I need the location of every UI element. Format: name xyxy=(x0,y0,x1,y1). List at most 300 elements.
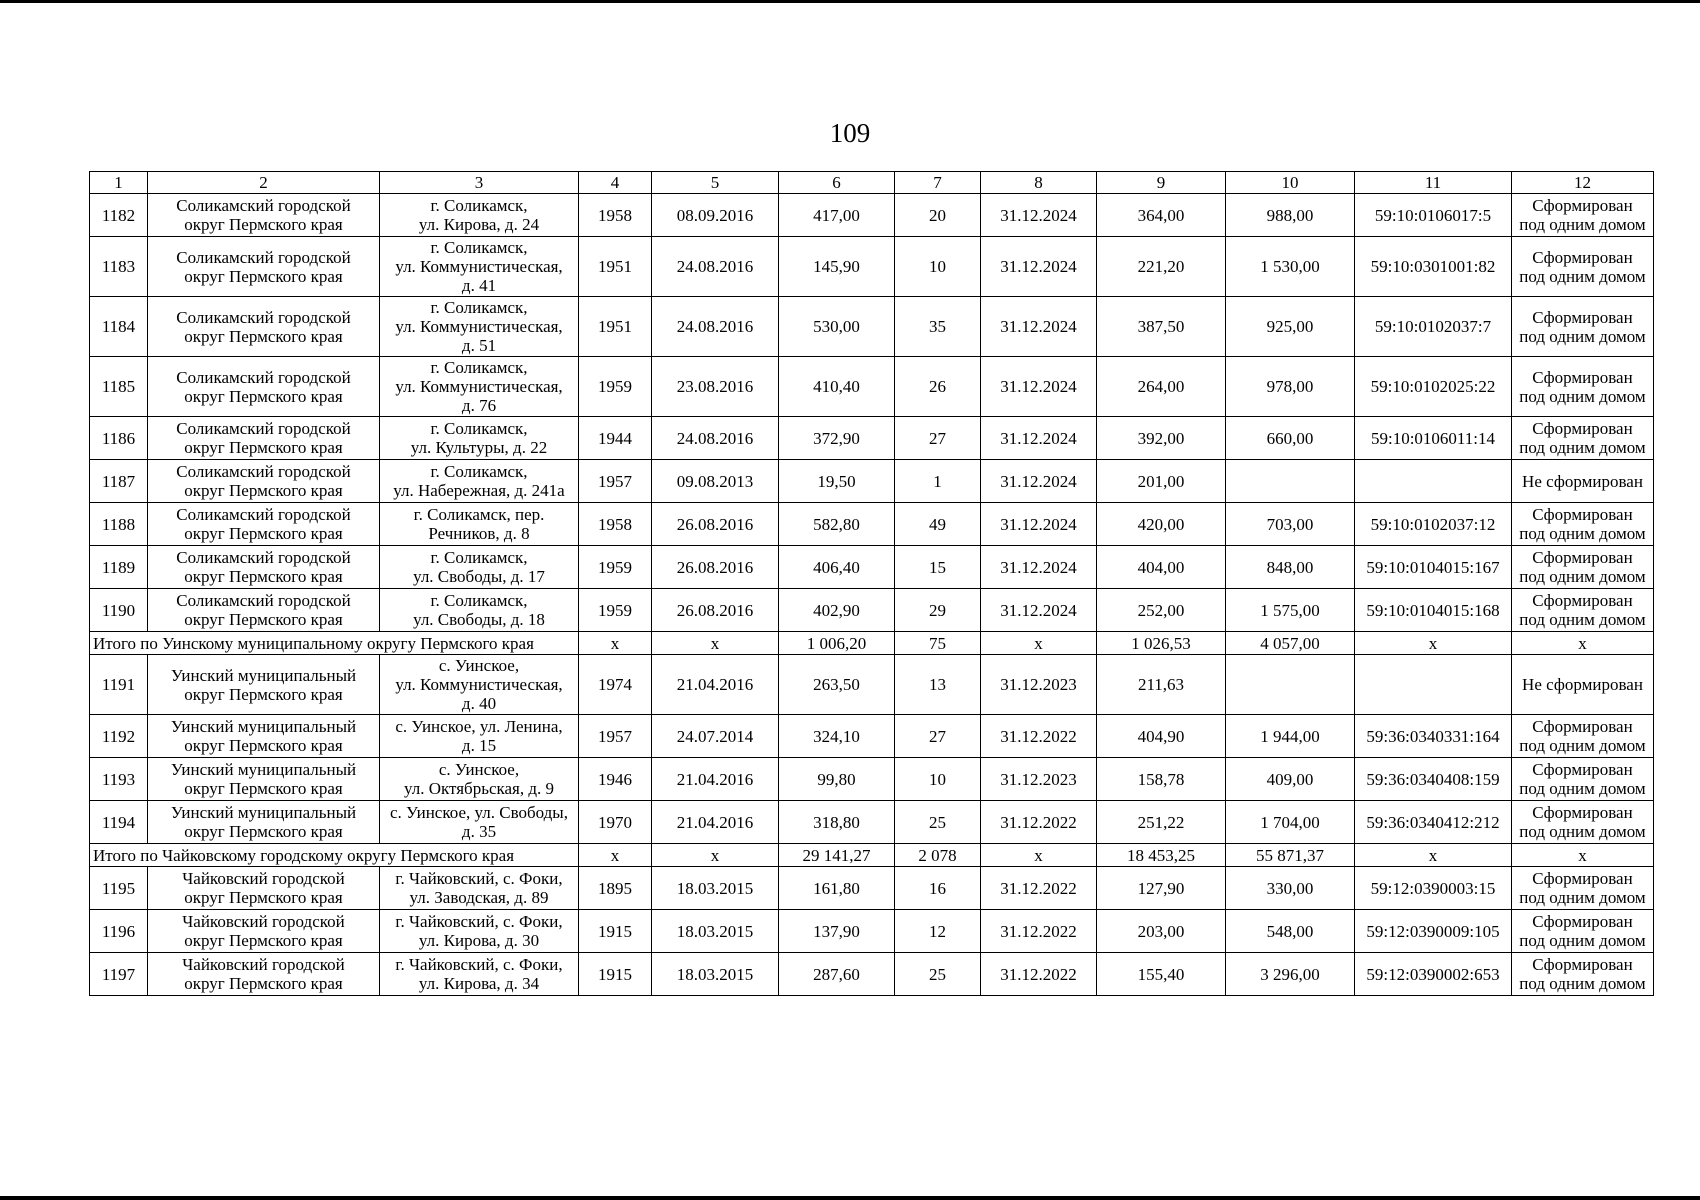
land-plot-area-cell: 252,00 xyxy=(1097,589,1226,632)
address-line: г. Соликамск, xyxy=(430,298,528,317)
emergency-date-cell: 24.07.2014 xyxy=(652,715,779,758)
cadastral-number-cell: 59:12:0390002:653 xyxy=(1355,953,1512,996)
land-plot-area-cell: 127,90 xyxy=(1097,867,1226,910)
address-cell xyxy=(380,417,579,460)
cadastral-area-cell: 330,00 xyxy=(1226,867,1355,910)
municipality-cell xyxy=(148,417,380,460)
cadastral-number-cell: 59:36:0340408:159 xyxy=(1355,758,1512,801)
subtotal-cell: 75 xyxy=(895,632,981,655)
residents-cell: 27 xyxy=(895,715,981,758)
land-status-cell xyxy=(1512,589,1654,632)
municipality-line: округ Пермского края xyxy=(184,684,343,704)
land-status-line: Сформирован xyxy=(1532,803,1633,822)
cadastral-number-cell: 59:36:0340331:164 xyxy=(1355,715,1512,758)
col-header: 1 xyxy=(90,172,148,194)
address-cell xyxy=(380,801,579,844)
area-cell: 372,90 xyxy=(779,417,895,460)
emergency-date-cell: 18.03.2015 xyxy=(652,953,779,996)
municipality-line: округ Пермского края xyxy=(184,974,343,993)
land-status-line: Сформирован xyxy=(1532,760,1633,779)
address-cell xyxy=(380,758,579,801)
subtotal-cell: x xyxy=(1512,632,1654,655)
land-status-line: Сформирован xyxy=(1532,196,1633,215)
municipality-cell xyxy=(148,910,380,953)
cadastral-area-cell: 1 944,00 xyxy=(1226,715,1355,758)
relocation-deadline-cell: 31.12.2022 xyxy=(981,953,1097,996)
cadastral-number-cell: 59:10:0102025:22 xyxy=(1355,357,1512,417)
relocation-deadline-cell: 31.12.2024 xyxy=(981,460,1097,503)
address-cell xyxy=(380,546,579,589)
build-year-cell: 1951 xyxy=(579,237,652,297)
residents-cell: 10 xyxy=(895,758,981,801)
relocation-deadline-cell: 31.12.2024 xyxy=(981,417,1097,460)
land-plot-area-cell: 251,22 xyxy=(1097,801,1226,844)
land-status-line: Сформирован xyxy=(1532,419,1633,438)
municipality-cell xyxy=(148,546,380,589)
column-number-row xyxy=(90,172,1654,194)
municipality-line: округ Пермского края xyxy=(184,822,343,841)
municipality-cell xyxy=(148,589,380,632)
build-year-cell: 1958 xyxy=(579,503,652,546)
row-number-cell: 1184 xyxy=(90,297,148,357)
land-status-line: под одним домом xyxy=(1519,567,1646,586)
residents-cell: 13 xyxy=(895,655,981,715)
subtotal-row xyxy=(90,632,1654,655)
land-status-line: Сформирован xyxy=(1532,505,1633,524)
land-status-cell xyxy=(1512,503,1654,546)
col-header: 5 xyxy=(652,172,779,194)
land-status-cell xyxy=(1512,417,1654,460)
col-header: 12 xyxy=(1512,172,1654,194)
table-row xyxy=(90,910,1654,953)
subtotal-cell: 55 871,37 xyxy=(1226,844,1355,867)
row-number-cell: 1188 xyxy=(90,503,148,546)
municipality-line: Соликамский городской xyxy=(176,505,351,524)
build-year-cell: 1970 xyxy=(579,801,652,844)
residents-cell: 25 xyxy=(895,801,981,844)
municipality-line: Соликамский городской xyxy=(176,307,351,327)
subtotal-cell: 1 026,53 xyxy=(1097,632,1226,655)
land-status-line: под одним домом xyxy=(1519,438,1646,457)
emergency-date-cell: 24.08.2016 xyxy=(652,417,779,460)
table-row xyxy=(90,546,1654,589)
municipality-line: округ Пермского края xyxy=(184,524,343,543)
residents-cell: 16 xyxy=(895,867,981,910)
land-status-line: под одним домом xyxy=(1519,326,1646,346)
subtotal-cell: x xyxy=(1512,844,1654,867)
address-line: ул. Свободы, д. 17 xyxy=(413,567,545,586)
land-plot-area-cell: 420,00 xyxy=(1097,503,1226,546)
municipality-line: Чайковский городской xyxy=(182,869,345,888)
relocation-deadline-cell: 31.12.2022 xyxy=(981,910,1097,953)
table-row xyxy=(90,297,1654,357)
address-cell xyxy=(380,715,579,758)
table-row xyxy=(90,953,1654,996)
relocation-deadline-cell: 31.12.2024 xyxy=(981,297,1097,357)
subtotal-label: Итого по Уинскому муниципальному округу Пермского края xyxy=(90,632,579,655)
address-cell xyxy=(380,194,579,237)
table-row xyxy=(90,194,1654,237)
land-plot-area-cell: 221,20 xyxy=(1097,237,1226,297)
address-line: г. Соликамск, xyxy=(430,419,528,438)
emergency-date-cell: 21.04.2016 xyxy=(652,758,779,801)
subtotal-cell: 2 078 xyxy=(895,844,981,867)
row-number-cell: 1183 xyxy=(90,237,148,297)
land-status-line: под одним домом xyxy=(1519,822,1646,841)
land-status-line: под одним домом xyxy=(1519,779,1646,798)
residents-cell: 35 xyxy=(895,297,981,357)
residents-cell: 12 xyxy=(895,910,981,953)
address-line: с. Уинское, ул. Свободы, xyxy=(390,803,568,822)
area-cell: 287,60 xyxy=(779,953,895,996)
land-status-cell xyxy=(1512,546,1654,589)
emergency-date-cell: 21.04.2016 xyxy=(652,655,779,715)
address-cell xyxy=(380,589,579,632)
cadastral-area-cell xyxy=(1226,460,1355,503)
address-cell xyxy=(380,460,579,503)
table-row xyxy=(90,237,1654,297)
address-cell xyxy=(380,357,579,417)
row-number-cell: 1194 xyxy=(90,801,148,844)
build-year-cell: 1959 xyxy=(579,357,652,417)
land-status-cell xyxy=(1512,715,1654,758)
table-row xyxy=(90,758,1654,801)
build-year-cell: 1915 xyxy=(579,910,652,953)
area-cell: 410,40 xyxy=(779,357,895,417)
relocation-deadline-cell: 31.12.2023 xyxy=(981,655,1097,715)
residents-cell: 1 xyxy=(895,460,981,503)
address-line: д. 51 xyxy=(461,336,497,355)
scan-bottom-edge xyxy=(0,1196,1700,1200)
address-line: ул. Кирова, д. 24 xyxy=(418,215,540,234)
cadastral-area-cell: 988,00 xyxy=(1226,194,1355,237)
land-status-line: под одним домом xyxy=(1519,610,1646,629)
address-line: с. Уинское, ул. Ленина, xyxy=(395,717,563,736)
land-plot-area-cell: 387,50 xyxy=(1097,297,1226,357)
address-cell xyxy=(380,297,579,357)
row-number-cell: 1196 xyxy=(90,910,148,953)
cadastral-number-cell: 59:10:0106017:5 xyxy=(1355,194,1512,237)
cadastral-area-cell: 925,00 xyxy=(1226,297,1355,357)
area-cell: 318,80 xyxy=(779,801,895,844)
build-year-cell: 1959 xyxy=(579,546,652,589)
land-status-line: под одним домом xyxy=(1519,215,1646,234)
build-year-cell: 1944 xyxy=(579,417,652,460)
land-status-line: Сформирован xyxy=(1532,591,1633,610)
col-header: 10 xyxy=(1226,172,1355,194)
residents-cell: 49 xyxy=(895,503,981,546)
municipality-line: округ Пермского края xyxy=(184,779,343,798)
cadastral-area-cell: 660,00 xyxy=(1226,417,1355,460)
address-line: г. Соликамск, xyxy=(430,358,528,377)
municipality-line: Соликамский городской xyxy=(176,548,351,567)
land-plot-area-cell: 211,63 xyxy=(1097,655,1226,715)
area-cell: 530,00 xyxy=(779,297,895,357)
address-line: ул. Коммунистическая, xyxy=(395,317,563,336)
address-line: ул. Набережная, д. 241а xyxy=(393,481,565,500)
address-line: с. Уинское, xyxy=(438,656,520,675)
area-cell: 161,80 xyxy=(779,867,895,910)
residents-cell: 25 xyxy=(895,953,981,996)
residents-cell: 15 xyxy=(895,546,981,589)
subtotal-cell: 29 141,27 xyxy=(779,844,895,867)
table-row xyxy=(90,867,1654,910)
municipality-line: Соликамский городской xyxy=(176,196,351,215)
land-status-cell xyxy=(1512,953,1654,996)
address-cell xyxy=(380,655,579,715)
build-year-cell: 1958 xyxy=(579,194,652,237)
municipality-line: округ Пермского края xyxy=(184,736,343,755)
area-cell: 406,40 xyxy=(779,546,895,589)
address-line: г. Соликамск, xyxy=(430,196,528,215)
cadastral-area-cell: 1 704,00 xyxy=(1226,801,1355,844)
relocation-deadline-cell: 31.12.2022 xyxy=(981,867,1097,910)
col-header: 9 xyxy=(1097,172,1226,194)
municipality-line: Уинский муниципальный xyxy=(170,665,357,685)
municipality-line: округ Пермского края xyxy=(184,888,343,907)
municipality-line: округ Пермского края xyxy=(184,215,343,234)
cadastral-area-cell: 848,00 xyxy=(1226,546,1355,589)
residents-cell: 29 xyxy=(895,589,981,632)
emergency-date-cell: 23.08.2016 xyxy=(652,357,779,417)
subtotal-label: Итого по Чайковскому городскому округу Пермского края xyxy=(90,844,579,867)
land-status-line: под одним домом xyxy=(1519,266,1646,286)
col-header: 3 xyxy=(380,172,579,194)
municipality-line: Соликамский городской xyxy=(176,247,351,267)
cadastral-area-cell: 548,00 xyxy=(1226,910,1355,953)
cadastral-number-cell: 59:10:0102037:12 xyxy=(1355,503,1512,546)
row-number-cell: 1185 xyxy=(90,357,148,417)
subtotal-cell: x xyxy=(1355,632,1512,655)
address-line: ул. Кирова, д. 34 xyxy=(418,974,540,993)
land-plot-area-cell: 364,00 xyxy=(1097,194,1226,237)
address-line: д. 15 xyxy=(461,736,497,755)
land-status-line: Не сформирован xyxy=(1522,471,1643,491)
municipality-line: округ Пермского края xyxy=(184,266,343,286)
address-cell xyxy=(380,503,579,546)
land-status-cell xyxy=(1512,758,1654,801)
municipality-line: Соликамский городской xyxy=(176,591,351,610)
emergency-date-cell: 21.04.2016 xyxy=(652,801,779,844)
address-line: г. Соликамск, xyxy=(430,462,528,481)
land-status-line: Сформирован xyxy=(1532,367,1633,387)
relocation-deadline-cell: 31.12.2022 xyxy=(981,715,1097,758)
land-status-cell xyxy=(1512,194,1654,237)
table-row xyxy=(90,417,1654,460)
municipality-cell xyxy=(148,237,380,297)
land-status-cell xyxy=(1512,357,1654,417)
col-header: 6 xyxy=(779,172,895,194)
cadastral-number-cell xyxy=(1355,655,1512,715)
emergency-date-cell: 24.08.2016 xyxy=(652,237,779,297)
municipality-cell xyxy=(148,867,380,910)
municipality-cell xyxy=(148,194,380,237)
residents-cell: 20 xyxy=(895,194,981,237)
subtotal-cell: x xyxy=(652,632,779,655)
subtotal-cell: x xyxy=(1355,844,1512,867)
row-number-cell: 1186 xyxy=(90,417,148,460)
area-cell: 19,50 xyxy=(779,460,895,503)
row-number-cell: 1187 xyxy=(90,460,148,503)
subtotal-cell: x xyxy=(981,844,1097,867)
row-number-cell: 1182 xyxy=(90,194,148,237)
row-number-cell: 1197 xyxy=(90,953,148,996)
area-cell: 324,10 xyxy=(779,715,895,758)
address-line: г. Соликамск, xyxy=(430,238,528,257)
municipality-line: Чайковский городской xyxy=(182,912,345,931)
emergency-date-cell: 24.08.2016 xyxy=(652,297,779,357)
municipality-cell xyxy=(148,953,380,996)
relocation-deadline-cell: 31.12.2023 xyxy=(981,758,1097,801)
residents-cell: 26 xyxy=(895,357,981,417)
land-status-line: Сформирован xyxy=(1532,548,1633,567)
address-line: г. Чайковский, с. Фоки, xyxy=(395,912,563,931)
table-row xyxy=(90,655,1654,715)
row-number-cell: 1191 xyxy=(90,655,148,715)
registry-body xyxy=(90,194,1654,996)
municipality-cell xyxy=(148,297,380,357)
municipality-line: Уинский муниципальный xyxy=(170,760,357,779)
cadastral-number-cell: 59:10:0106011:14 xyxy=(1355,417,1512,460)
municipality-line: округ Пермского края xyxy=(184,567,343,586)
row-number-cell: 1189 xyxy=(90,546,148,589)
municipality-line: Соликамский городской xyxy=(176,367,351,387)
relocation-deadline-cell: 31.12.2024 xyxy=(981,357,1097,417)
municipality-line: округ Пермского края xyxy=(184,386,343,406)
address-line: г. Чайковский, с. Фоки, xyxy=(395,869,563,888)
municipality-line: округ Пермского края xyxy=(184,481,343,500)
emergency-date-cell: 18.03.2015 xyxy=(652,910,779,953)
land-status-line: Сформирован xyxy=(1532,307,1633,327)
address-cell xyxy=(380,867,579,910)
land-status-cell xyxy=(1512,801,1654,844)
row-number-cell: 1195 xyxy=(90,867,148,910)
cadastral-area-cell: 1 575,00 xyxy=(1226,589,1355,632)
cadastral-number-cell: 59:12:0390009:105 xyxy=(1355,910,1512,953)
address-line: ул. Коммунистическая, xyxy=(395,257,563,276)
build-year-cell: 1946 xyxy=(579,758,652,801)
table-row xyxy=(90,460,1654,503)
table-row xyxy=(90,503,1654,546)
table-row xyxy=(90,801,1654,844)
emergency-date-cell: 18.03.2015 xyxy=(652,867,779,910)
land-status-cell xyxy=(1512,655,1654,715)
land-status-line: Сформирован xyxy=(1532,955,1633,974)
cadastral-number-cell xyxy=(1355,460,1512,503)
build-year-cell: 1959 xyxy=(579,589,652,632)
cadastral-area-cell: 1 530,00 xyxy=(1226,237,1355,297)
area-cell: 582,80 xyxy=(779,503,895,546)
land-plot-area-cell: 155,40 xyxy=(1097,953,1226,996)
page-number: 109 xyxy=(829,118,871,148)
build-year-cell: 1951 xyxy=(579,297,652,357)
municipality-line: округ Пермского края xyxy=(184,326,343,346)
relocation-deadline-cell: 31.12.2024 xyxy=(981,503,1097,546)
land-status-line: под одним домом xyxy=(1519,888,1646,907)
relocation-deadline-cell: 31.12.2024 xyxy=(981,589,1097,632)
col-header: 7 xyxy=(895,172,981,194)
address-line: ул. Культуры, д. 22 xyxy=(410,438,548,457)
table-row xyxy=(90,357,1654,417)
address-line: ул. Октябрьская, д. 9 xyxy=(403,779,555,798)
land-status-line: под одним домом xyxy=(1519,931,1646,950)
cadastral-number-cell: 59:12:0390003:15 xyxy=(1355,867,1512,910)
address-line: ул. Коммунистическая, xyxy=(395,675,563,694)
land-status-cell xyxy=(1512,297,1654,357)
address-cell xyxy=(380,910,579,953)
build-year-cell: 1957 xyxy=(579,715,652,758)
land-status-line: Сформирован xyxy=(1532,869,1633,888)
municipality-cell xyxy=(148,503,380,546)
address-cell xyxy=(380,237,579,297)
municipality-cell xyxy=(148,801,380,844)
municipality-line: Соликамский городской xyxy=(176,419,351,438)
build-year-cell: 1915 xyxy=(579,953,652,996)
residents-cell: 10 xyxy=(895,237,981,297)
land-plot-area-cell: 201,00 xyxy=(1097,460,1226,503)
emergency-date-cell: 26.08.2016 xyxy=(652,503,779,546)
land-status-line: Сформирован xyxy=(1532,247,1633,267)
row-number-cell: 1193 xyxy=(90,758,148,801)
municipality-cell xyxy=(148,655,380,715)
address-line: д. 76 xyxy=(461,396,497,415)
land-status-cell xyxy=(1512,910,1654,953)
area-cell: 263,50 xyxy=(779,655,895,715)
col-header: 8 xyxy=(981,172,1097,194)
municipality-line: округ Пермского края xyxy=(184,931,343,950)
subtotal-cell: x xyxy=(579,844,652,867)
municipality-line: Уинский муниципальный xyxy=(170,803,357,822)
land-plot-area-cell: 203,00 xyxy=(1097,910,1226,953)
subtotal-cell: 18 453,25 xyxy=(1097,844,1226,867)
subtotal-cell: x xyxy=(652,844,779,867)
land-status-cell xyxy=(1512,867,1654,910)
municipality-line: округ Пермского края xyxy=(184,438,343,457)
emergency-date-cell: 09.08.2013 xyxy=(652,460,779,503)
cadastral-area-cell: 703,00 xyxy=(1226,503,1355,546)
municipality-line: Чайковский городской xyxy=(182,955,345,974)
cadastral-number-cell: 59:10:0301001:82 xyxy=(1355,237,1512,297)
land-status-line: под одним домом xyxy=(1519,736,1646,755)
area-cell: 137,90 xyxy=(779,910,895,953)
cadastral-number-cell: 59:36:0340412:212 xyxy=(1355,801,1512,844)
area-cell: 402,90 xyxy=(779,589,895,632)
land-status-line: под одним домом xyxy=(1519,524,1646,543)
address-line: ул. Заводская, д. 89 xyxy=(409,888,549,907)
cadastral-area-cell: 978,00 xyxy=(1226,357,1355,417)
subtotal-cell: x xyxy=(981,632,1097,655)
emergency-date-cell: 26.08.2016 xyxy=(652,589,779,632)
relocation-deadline-cell: 31.12.2024 xyxy=(981,237,1097,297)
address-line: г. Чайковский, с. Фоки, xyxy=(395,955,563,974)
build-year-cell: 1895 xyxy=(579,867,652,910)
emergency-date-cell: 26.08.2016 xyxy=(652,546,779,589)
cadastral-area-cell xyxy=(1226,655,1355,715)
municipality-line: Соликамский городской xyxy=(176,462,351,481)
row-number-cell: 1192 xyxy=(90,715,148,758)
address-line: ул. Свободы, д. 18 xyxy=(413,610,545,629)
address-line: д. 35 xyxy=(461,822,497,841)
land-plot-area-cell: 404,90 xyxy=(1097,715,1226,758)
municipality-cell xyxy=(148,715,380,758)
land-status-cell xyxy=(1512,460,1654,503)
land-status-line: Не сформирован xyxy=(1522,675,1643,694)
row-number-cell: 1190 xyxy=(90,589,148,632)
address-line: ул. Коммунистическая, xyxy=(395,377,563,396)
build-year-cell: 1957 xyxy=(579,460,652,503)
address-line: с. Уинское, xyxy=(438,760,520,779)
land-status-line: Сформирован xyxy=(1532,717,1633,736)
